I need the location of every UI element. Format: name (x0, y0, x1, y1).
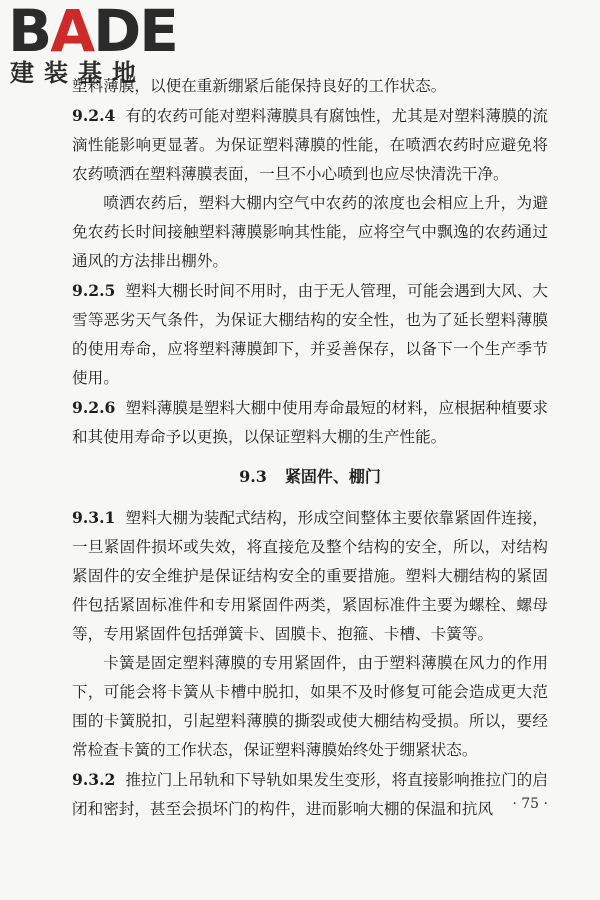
paragraph: 卡簧是固定塑料薄膜的专用紧固件，由于塑料薄膜在风力的作用下，可能会将卡簧从卡槽中脱扣，如果不及时修复可能会造成更大范围的卡簧脱扣，引起塑料薄膜的撕裂或使大棚结构受损。所以，要经常检查卡簧的工作状态，保证塑料薄膜始终处于绷紧状态。 (72, 654, 548, 759)
clause-9-2-5 (72, 276, 548, 393)
section-title: 紧固件、棚门 (284, 467, 381, 486)
clause-9-3-2 (72, 765, 548, 824)
clause-text: 塑料薄膜是塑料大棚中使用寿命最短的材料，应根据种植要求和其使用寿命予以更换，以保证塑料大棚的生产性能。 (72, 399, 548, 446)
clause-text: 塑料大棚为装配式结构，形成空间整体主要依靠紧固件连接，一旦紧固件损坏或失效，将直接危及整个结构的安全，所以，对结构紧固件的安全维护是保证结构安全的重要措施。塑料大棚结构的紧固件包括紧固标准件和专用紧固件两类，紧固标准件主要为螺栓、螺母等，专用紧固件包括弹簧卡、固膜卡、抱箍、卡槽、卡簧等。 (72, 509, 548, 643)
clause-9-2-4 (72, 101, 548, 189)
logo-wordmark: BADE (8, 0, 177, 65)
clause-text: 塑料大棚长时间不用时，由于无人管理，可能会遇到大风、大雪等恶劣天气条件，为保证大棚结构的安全性，也为了延长塑料薄膜的使用寿命，应将塑料薄膜卸下，并妥善保存，以备下一个生产季节使用。 (72, 282, 548, 387)
logo-subtitle: 建装基地 (10, 59, 146, 87)
paragraph: 喷洒农药后，塑料大棚内空气中农药的浓度也会相应上升，为避免农药长时间接触塑料薄膜影响其性能，应将空气中飘逸的农药通过通风的方法排出棚外。 (72, 194, 548, 270)
section-heading-9-3 (72, 462, 548, 491)
clause-9-2-6 (72, 393, 548, 452)
clause-number: 9.2.6 (72, 398, 116, 417)
paragraph-continuation: 塑料薄膜，以便在重新绷紧后能保持良好的工作状态。 (72, 77, 447, 95)
page-body (72, 72, 548, 824)
clause-text: 推拉门上吊轨和下导轨如果发生变形，将直接影响推拉门的启闭和密封，甚至会损坏门的构件，进而影响大棚的保温和抗风 (72, 771, 548, 818)
section-number: 9.3 (239, 467, 267, 486)
clause-number: 9.3.2 (72, 770, 116, 789)
clause-text: 有的农药可能对塑料薄膜具有腐蚀性，尤其是对塑料薄膜的流滴性能影响更显著。为保证塑料薄膜的性能，在喷洒农药时应避免将农药喷洒在塑料薄膜表面，一旦不小心喷到也应尽快清洗干净。 (72, 107, 548, 183)
page-number: · 75 · (512, 796, 548, 812)
clause-number: 9.3.1 (72, 508, 116, 527)
clause-9-3-1 (72, 503, 548, 649)
clause-number: 9.2.4 (72, 106, 116, 125)
clause-number: 9.2.5 (72, 281, 116, 300)
